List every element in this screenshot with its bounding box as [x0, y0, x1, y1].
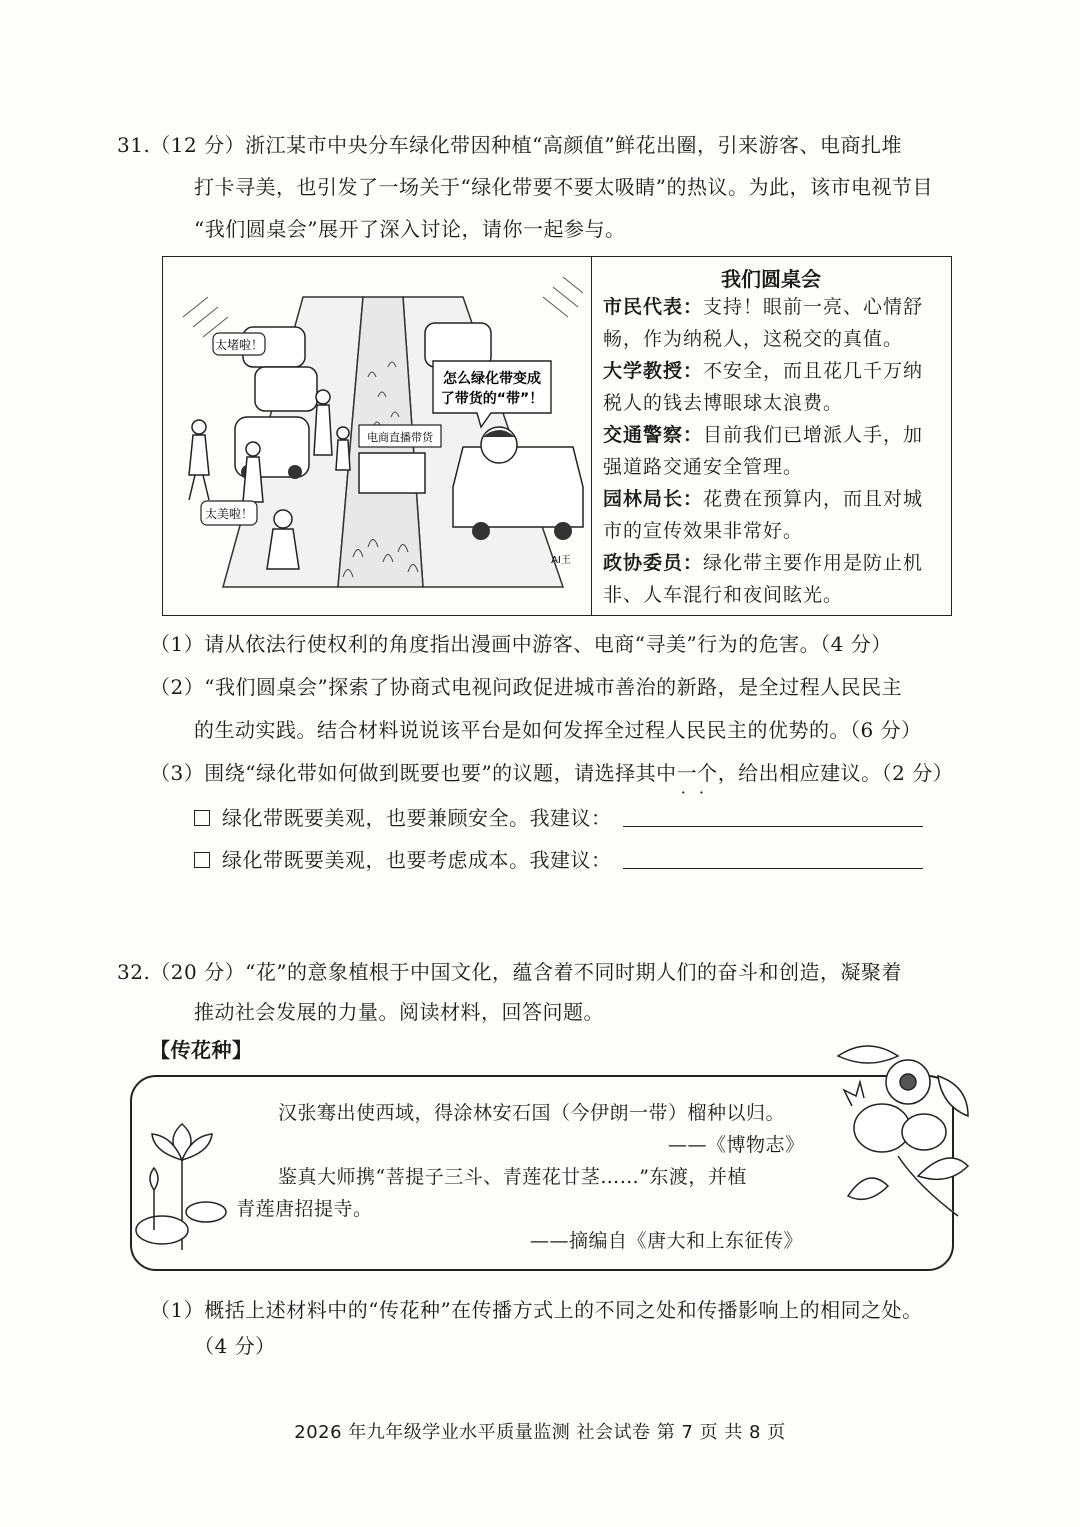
q31-sub2-line1: （2）“我们圆桌会”探索了协商式电视问政促进城市善治的新路，是全过程人民民主	[150, 675, 903, 699]
cartoon-illustration	[163, 257, 592, 615]
artist-signature: AI王	[551, 555, 571, 566]
q32-sub1-line2: （4 分）	[194, 1334, 276, 1358]
q32-line-2: 推动社会发展的力量。阅读材料，回答问题。	[194, 1000, 604, 1024]
panel-line: 大学教授：不安全，而且花几千万纳	[603, 360, 924, 382]
panel-line: 畅，作为纳税人，这税交的真值。	[603, 328, 904, 350]
material-text-1: 汉张骞出使西域，得涂林安石国（今伊朗一带）榴种以归。	[278, 1102, 786, 1124]
answer-blank-safety[interactable]	[623, 826, 923, 827]
roundtable-panel	[593, 257, 949, 615]
bubble-too-jammed: 太堵啦！	[214, 338, 264, 352]
page-footer: 2026 年九年级学业水平质量监测 社会试卷 第 7 页 共 8 页	[294, 1422, 786, 1443]
bubble-driver-2: 了带货的“带”！	[440, 391, 544, 407]
q32-line-1: 32.（20 分）“花”的意象植根于中国文化，蕴含着不同时期人们的奋斗和创造，凝聚着	[117, 960, 903, 984]
checkbox-cost[interactable]	[194, 852, 210, 868]
option-cost[interactable]: 绿化带既要美观，也要考虑成本。我建议：	[194, 846, 612, 874]
panel-line: 非、人车混行和夜间眩光。	[603, 584, 844, 606]
option-safety[interactable]: 绿化带既要美观，也要兼顾安全。我建议：	[194, 804, 612, 832]
livestream-sign: 电商直播带货	[367, 431, 433, 444]
q31-sub1: （1）请从依法行使权利的角度指出漫画中游客、电商“寻美”行为的危害。（4 分）	[150, 632, 892, 656]
panel-line: 税人的钱去博眼球太浪费。	[603, 392, 844, 414]
roundtable-figure	[162, 256, 952, 616]
pomegranate-illustration	[828, 1036, 978, 1226]
lotus-illustration	[134, 1120, 230, 1260]
q31-line-2: 打卡寻美，也引发了一场关于“绿化带要不要太吸睛”的热议。为此，该市电视节目	[194, 175, 933, 199]
q31-line-1: 31.（12 分）浙江某市中央分车绿化带因种植“高颜值”鲜花出圈，引来游客、电商扎堆	[117, 133, 903, 157]
q31-sub2-line2: 的生动实践。结合材料说说该平台是如何发挥全过程人民民主的优势的。（6 分）	[194, 718, 922, 742]
checkbox-safety[interactable]	[194, 810, 210, 826]
panel-line: 政协委员：绿化带主要作用是防止机	[603, 552, 924, 574]
material-source-1: ——《博物志》	[668, 1134, 805, 1156]
panel-line: 强道路交通安全管理。	[603, 456, 804, 478]
q31-line-3: “我们圆桌会”展开了深入讨论，请你一起参与。	[194, 217, 626, 241]
emphasis-dots: 一个 · ·	[677, 761, 718, 785]
q32-sub1-line1: （1）概括上述材料中的“传花种”在传播方式上的不同之处和传播影响上的相同之处。	[150, 1298, 923, 1322]
q31-sub3: （3）围绕“绿化带如何做到既要也要”的议题，请选择其中一个 · ·，给出相应建议。（2 分）	[150, 759, 953, 787]
cartoon-drawing	[163, 257, 591, 615]
material-source-2: ——摘编自《唐大和上东征传》	[530, 1230, 804, 1252]
panel-line: 交通警察：目前我们已增派人手，加	[603, 424, 924, 446]
bubble-so-beautiful: 太美啦！	[204, 507, 254, 521]
panel-line: 园林局长：花费在预算内，而且对城	[603, 488, 924, 510]
material-text-2a: 鉴真大师携“菩提子三斗、青莲花廿茎……”东渡，并植	[278, 1166, 747, 1188]
panel-title: 我们圆桌会	[721, 267, 821, 291]
answer-blank-cost[interactable]	[623, 868, 923, 869]
bubble-driver-1: 怎么绿化带变成	[443, 371, 541, 387]
panel-line: 市的宣传效果非常好。	[603, 520, 804, 542]
section-heading: 【传花种】	[150, 1038, 253, 1062]
material-text-2b: 青莲唐招提寺。	[236, 1198, 373, 1220]
panel-line: 市民代表：支持！眼前一亮、心情舒	[603, 296, 924, 318]
